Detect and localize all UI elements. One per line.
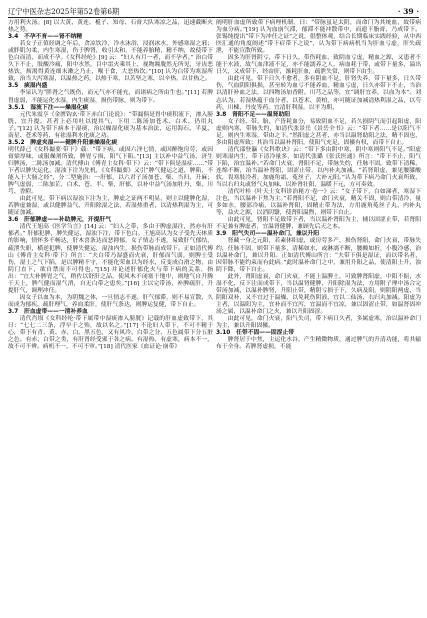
section-heading: 3.6 肝郁脾虚——补助脾元，开提肝气 xyxy=(8,217,112,224)
body-paragraph: 若女子正值经调之年后，贪凉饮冷，冷水沐浴，浸润冰水，外感寒湿之邪；或胖肌匀柔，内生寒湿，伤于脾肾，收引太和，不能养胎精，精不纳，故使带下色白而清，而成不孕。《女科经纶》[9] 云：“妇人有月一者，而不孕者。” 治白带久下不止，肢酸冷痛，阳中水然，目中雷火乘其上，视物瞳胧然无所见，牙齿恶热饮，烦渴得黄连细末漱之乃止，喉于食，大恶热饮。”[10] 认为白带为寒湿所致，治当大泻寒湿，以温热之药，以热于寒，以苦坚之寒，以辛热，以甘热之。 xyxy=(8,41,213,83)
section-heading: 3.4 不孕不育——肾不纳精 xyxy=(8,34,83,41)
body-paragraph: 阐明肝血虚所致带下病理机制，曰：“带脉虽足太阴，而命门为其统血，故带病为血分病。”[19] 认为血崩气滞，郁滞不能冲散带中，而遗下脂膏，乃成带下。张锡纯提出“带下为冲任之证”之说，倡整体观，结合长期临床实践经验，从中西医汇通的角度阐述“带下症带下之说”，认为带下病病机当为肝血亏虚，肝失疏泄，不能宣散所致。 xyxy=(216,20,421,55)
body-paragraph: 因多为肝肾阴亏，带下日久，带伤耗血，致阴血亏虚，精血之源，又患者不能于水液，故气血津液不足，亦不能濡养之人，病血耗于带，或带下量多，溢出日久，又成带下，经由肝，渐耗肝血，疏泄失常，则带下由生。 xyxy=(216,55,421,76)
body-paragraph: 由此可见，肾阳不足致带下者，当以温补肾阳为主，辅以固涩止带，若肾阳不足兼有脾虚者，宜温肾健脾，兼顾先后天之本。 xyxy=(216,217,421,231)
left-column xyxy=(8,20,213,351)
body-paragraph: 明代薛己《女科撮要·带下》载：“带下病，或因六淫七情，或因醉饱房劳，或因膏粱厚味，或服燥剂所致，脾胃亏损，阳气下陷。”[13] 主以补中益气汤，济生归脾汤，二陈汤加减。清代傅山《傅青主女科·带下》云：“带下俱是湿症……”带下者以脾失运化、湿浊下注为先机，《女科撮要》又引“脾气健运之道，脾陷，不能入于大肠之经”，分二型施治：一肝郁，以六君子汤加苍、柴、当归、升麻；脾气虚弱，二陈加芷，白术、苍、半、柴，肝郁，以补中益气汤加牡丹、柴、川芎、香附。 xyxy=(8,146,213,196)
section-heading: 3.9 阳气失司——温补命门，兼以升阳 xyxy=(216,231,320,238)
section-heading: 3.5.1 湿流下注——燥湿化痰 xyxy=(8,104,89,111)
body-paragraph: 女子经、带、胎、产皆耗血分，易致阴血不足，若久损阴气而引起阳虚，阳虚则内寒，带脉失约，如清代张景岳《景岳全书》云：“带下者……是以阳气不足，则内生寒湿，带由之下。”然阳虚之甚者，亦当以温肾助阳之法，精不固也，多由阳虚所致；其治当以温补肾阳，使阳气充足，固摄有权，而带下自止。 xyxy=(216,118,421,146)
right-column xyxy=(216,20,421,351)
section-heading: 3.5.2 脾虚夹湿——健脾升阳兼燥湿化痰 xyxy=(8,139,118,146)
section-heading: 3.5 痰湿内盛 xyxy=(8,83,48,90)
body-paragraph: 由此可见，带下病以湿浊下注为主，脾虚之证两不明显，则主以健脾化湿，若脾虚兼湿，或以健脾益气、升阳除湿之法，若湿热重者，以清热利湿为主，可随证加减。 xyxy=(8,196,213,217)
body-paragraph: 清代叶桂《叶天士女科诊治秘方·卷一》云：“女子带下，白如涕者，寒湿下注也，当以温补下焦为主。”若肾阳不足，命门火衰，精关不固，则白带清冷，量多如水，腰部冷痛，以温补肾阳，固精止带为法，方用鹿角菟丝子丸、内补丸等，益火之源，以消阴翳，使肾阳温煦，则带下自止。 xyxy=(216,189,421,217)
body-paragraph: 此外，肾阳虚衰，命门火衰，不能上温脾土，可致脾肾阳虚，中阳不振，水湿不化，反下注而成带下，当以温肾健脾、升阳除湿为法，方用附子理中汤合完带汤加减，以温补脾肾，升阳止带，精阴亏损于下，久病及阳，则阴阳两虚，当阴阳双补，又不宜过于温燥，以免耗伤阴液，宜以二仙汤、右归丸加减。阳虚为主者，以温阳为主，宜补而不宜泻，宜温而不宜凉，兼以固涩止带，如温肾固冲汤之属，以温补命门之火，兼以升阳固涩。 xyxy=(216,273,421,315)
running-header xyxy=(8,3,419,18)
section-heading: 3.8 肾阳不足——温肾助阳 xyxy=(216,111,291,118)
journal-title: 辽宁中医杂志2025年第52卷第6期 xyxy=(8,7,120,16)
body-paragraph: 清代王旭高《医学刍言》[14] 云：“妇人之带，多由于脾虚湿注，然亦有肝郁者。” 肝郁犯脾，脾失健运，湿浊下注，带下色白。王旭高认为女子受先天体质的影响，情怀多不畅达，肝木喜条达而恶抑郁，女子情志不遂，易致肝气郁结，疏泄失职，横逆犯脾，使脾失健运，湿浊内生，损伤带脉而成带下。正如清代傅山《傅青主女科·带下》所言：“夫白带乃湿盛而火衰，肝郁而气弱，则脾土受伤，湿土之气下陷，是以脾精不守，不能化荣血以为经水，反变成白滑之物，由阴门直下，欲自禁而不可得也。”[15] 并论述肝郁化火与带下病的关系，指出：“宜大补脾胃之气，稍佐以舒肝之品，使风木不闭塞于地中，则地气自升腾于天上，脾气健而湿气消，自无白带之患矣。”[16] 主以完带汤，补脾疏肝，升提肝气，调理冲任。 xyxy=(8,224,213,294)
body-paragraph: 清代肖埙《女科经纶·带下属带中湿痰渗入膀胱》记载的肝血虚致带下，其曰：“七七二三条，浮早于之殆，故以名之。”[17] 不论妇人带下，不可不精于心，带下有青、黄、赤、白、黑五色，又有风冷、白带之分，五色属带下分五脏之色。有赤、白带之类，有肝肾经受邪于各之病。有湿热、有虚寒，病本不一，故不可不辨。病机不一，不可不审。”[18] 清代医家《血证论·崩带》 xyxy=(8,315,213,351)
body-paragraph: 清代邵登瀛《女科歌诀》云：“带下多由阴中寒，阴中寒则阳气不足。”阳虚则寒湿内生，带下清冷量多，如清代张璐《张氏医通》所言：“带下不止，阳气下陷，治宜温补。”若命门火衰，肾阳不足，带脉失约，任脉不固，致带下清稀，连绵不断，治当温补肾阳，固涩止带，以内补丸加减。“若肾阳虚，兼见腰膝酸软，畏寒肢冷者，加鹿角霜、菟丝子，大补元阳。”认为带下病乃命门火衰所致，当以右归丸或肾气丸加味，以补肾壮阳，温暖下元，方可奏效。 xyxy=(216,146,421,189)
body-paragraph: 方用利火汤。[8] 以大黄、黄连、栀子、知母、石膏大队寒凉之品，迅速截断火热之势。 xyxy=(8,20,213,34)
body-paragraph: 因女子以血为本，为阴魏之体，一旦情志不遂，肝气郁滞，则不易宣散，久而成为郁疾，疏肝理气，养血柔肝，使肝气条达，则脾运复健，带下自止。 xyxy=(8,294,213,308)
section-heading: 3.10 任带不固——固涩止带 xyxy=(216,330,295,337)
body-paragraph: 肾藏一身之元阳，若素体阳虚，或房劳多产，损伤肾阳，命门火衰，带脉失约，任脉不固，则带下量多，清稀如水，或淋漓不断，腰酸如折，小腹冷感，治以温补命门，兼以升阳。正如清代傅山所言：“夫带下俱是湿证，而以带名者，因带脉不能约束而有此病。”此时温补命门之中，兼用升阳之品，使清阳上升，浊阴下降，带下自止。 xyxy=(216,238,421,273)
body-paragraph: 由此可见，命门火衰，阳气失司，带下病日久者，多属虚寒，治以温补命门为主，兼以升阳固摄。 xyxy=(216,315,421,330)
body-paragraph: 李杲认为“胖肾之气既伤，而元气亦不能充，而诸病之所由生也。”[11] 若脾胃虚弱，不能运化水湿，内生痰湿，损伤带脉，则为带下。 xyxy=(8,90,213,104)
body-paragraph: 脾肾居于中焦，主运化水谷，产生精微物质，通过脾气的升清功能，将其输布于全身。若脾肾虚损，不能 xyxy=(216,337,421,351)
section-heading: 3.7 肝血虚带——一清补养血 xyxy=(8,308,88,315)
page-number: · 39 · xyxy=(397,7,419,16)
body-paragraph: 元代朱震亨《金匮钩玄·带下赤白门论说》：“带漏俱是胃中痰积流下，渗入膀胱，宜升提。甚者上必用吐以提其气，下用二陈汤加苍术、白术，仍用丸子。”[12] 认为带下病本于湿痰，治以燥湿化痰为基本治法，运用海石、半夏、南星、苍术等药，有祛湿利水化痰之功。 xyxy=(8,111,213,139)
body-paragraph: 由此可见，带下日久不愈者，多有阴血不足，肝肾失养，带下量多，日久带伤，气血阴阳俱损，甚至转为血亏不能养血，精血亏虚，日久亦带下不止，当治以清肝补血之法，以四物汤加香附、川芎之品等，宜“调肝宜养，以血为本”。刘志认为，若湿热蕴于血分者，以苍术、黄柏，亦可随证加减清热利湿之品，以芍药、川楝、丹皮等药，宜清肝利湿，以平为期。 xyxy=(216,76,421,111)
